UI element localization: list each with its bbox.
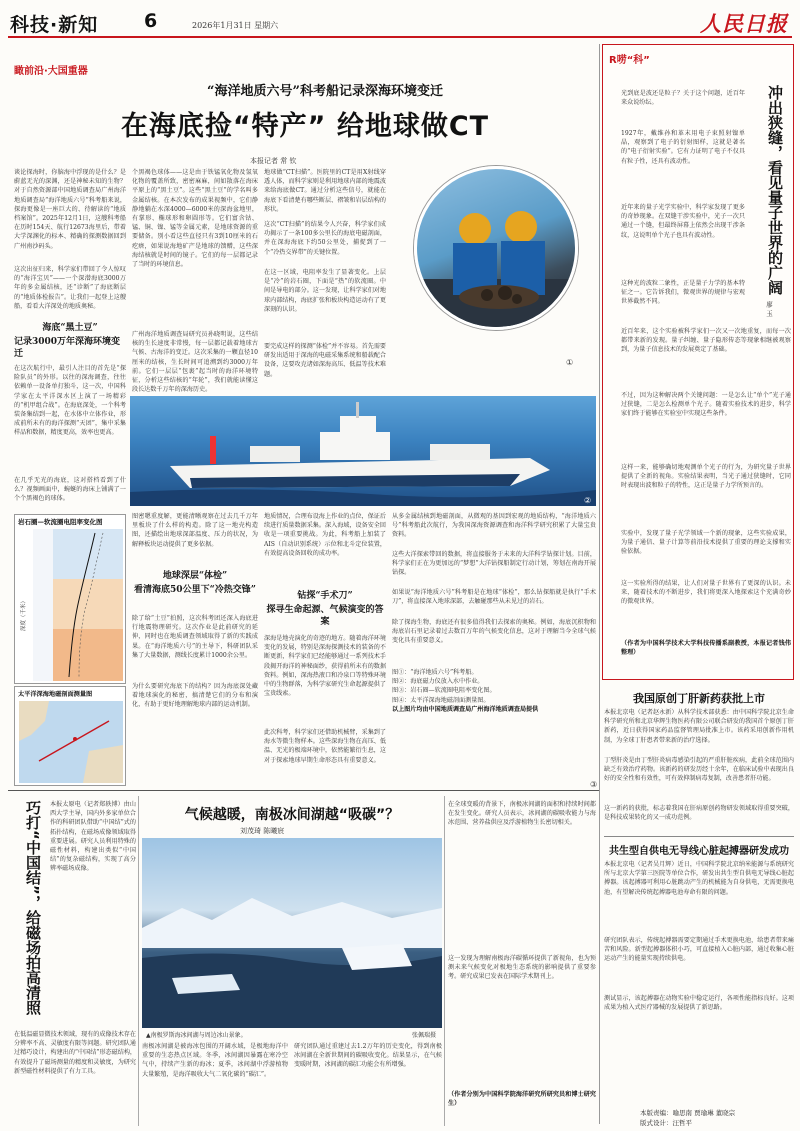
science-p8: 实验中，发现了量子光学领域一个新的现象，这些实验成果，为量子通信、量子计算等前沿技术提供了重要的理论支撑和实验依据。 (621, 530, 791, 556)
lead-kicker: “海洋地质六号”科考船记录深海环境变迁 (207, 84, 443, 99)
science-p1: 光到底是波还是粒子？关于这个问题，近百年来众说纷纭。 (621, 90, 745, 107)
section-title: 科技·新知 (10, 14, 99, 36)
subhead-3000-years: 记录3000万年深海环境变迁 (14, 337, 121, 359)
science-p5: 近百年来，这个实验被科学家们一次又一次地重复，而每一次都带来新的发现。量子纠缠、量子隐形传态等现象相继被观察到，为量子信息技术的发展奠定了基础。 (621, 328, 791, 354)
science-signature: （作者为中国科学技术大学科技传播系副教授，本报记者钱伟整理） (621, 640, 791, 657)
science-column-tag: R唠“科” (609, 55, 650, 66)
resistivity-chart-panel (14, 514, 126, 684)
caption-2: 图②：海底磁力仪放入水中作业。 (392, 678, 484, 686)
antarctic-col1: 南极冰间湖是被海冰包围的开阔水域，是极地海洋中重要的生态热点区域。冬季，冰间湖因暴露在寒冷空气中，持续产生新的海冰；夏季，冰间湖中浮游植物大量繁殖，是海洋吸收大气二氧化碳的“碳汇”。 (142, 1043, 288, 1078)
subhead-black-potato: 海底“黑土豆” (42, 323, 98, 333)
antarctic-col3: 在全球变暖的背景下，南极冰间湖的面积和持续时间都在发生变化。研究人员表示，冰间湖的碳吸收能力与海冰范围、营养盐供应及浮游植物生长密切相关。 (448, 801, 596, 827)
science-column-title: 冲出狭缝，看见量子世界的广阔 (766, 85, 784, 295)
brief1-headline: 我国原创丁肝新药获批上市 (633, 692, 765, 705)
lead-col2-para2: 广州海洋地质调查局研究员孙晓明说，这些结核的生长速度非常慢，每一层都记载着地球古气候、古海洋的变迁。这次采集的一颗直径10厘米的结核，生长时间可追溯到约3000万年前。它们一层层“包裹”起当时的海洋环境特征，分析这些结核的“年轮”，我们就能读懂这段长达数千万年的深海历史。 (132, 331, 258, 394)
mid-left-para2: 除了给“土豆”拍照，这次科考团还深入海底进行地震物理研究。这次作业是此前研究的延伸，同时也在地质调查领域取得了新的实践成果。在“海洋地质六号”的主导下，科研团队采集了大量数据，测线长度累计1000余公里。 (132, 615, 258, 659)
science-p2: 1927年，戴维孙和革末用电子束照射镍单晶，观察到了电子的衍射图样，这就是著名的“电子衍射实验”。它有力证明了电子不仅具有粒子性，还具有波动性。 (621, 130, 745, 165)
photo-number-1: ① (566, 358, 574, 367)
photo-number-2: ② (584, 496, 592, 505)
photo-number-3: ③ (590, 780, 598, 789)
mid-right-para4: 除了探海生物，海底还有很多值得我们去探索的奥秘。例如，海底沉积物和海底岩石里记录着过去数百万年的气候变化信息，这对于理解当今全球气候变化具有重要意义。 (392, 619, 596, 645)
mid-center-para3: 此次科考，科学家们还借助机械臂，采集到了海水等微生物样本。这些深海生物在高压、低温、无光的极端环境中，依然能繁衍生息，这对于探索地球早期生命形态具有重要意义。 (264, 729, 386, 764)
antarctic-photo-credit: 张佩瑞摄 (412, 1032, 437, 1039)
brief1-para2: 丁型肝炎是由丁型肝炎病毒感染引起的严重肝脏疾病，此前全球范围内缺乏有效治疗药物。该新药的研发历经十余年，在临床试验中表现出良好的安全性和有效性，可有效抑制病毒复制，改善患者肝功能。 (604, 757, 794, 783)
mid-center-para1: 地质情况，合理布设海上作业的点位，保证后续进行质量数据采集。深入海域，设备安全回收是一项重要挑战。为此，科考船上加装了AIS（自动识别系统）示位和北斗定位装置，有效提高设备回收的成功率。 (264, 513, 386, 557)
masthead (8, 8, 792, 38)
science-p7: 这样一来，能够确切地观测单个光子的行为，为研究量子世界提供了全新的视角。实验结果表明，当光子通过狭缝时，它同时表现出波和粒子的特性，这正是量子力学所预言的。 (621, 464, 791, 490)
mid-center-para2: 深海是地壳演化的奇迹的地方。随着海洋环境变化的发展，特别是深海探测技术的装备的不断更新，科学家们已经能够通过一系列技术手段揭开海洋的神秘面纱，获得前所未有的数据资料。例如，深海热液口和冷泉口等特殊环境中的生物群落，为科学家研究生命起源提供了宝贵线索。 (264, 635, 386, 698)
subhead-scalpel: 钻探“手术刀” (297, 591, 353, 601)
brief-divider (604, 836, 794, 837)
caption-3: 图③：岩石圈—软流圈电阻率变化图。 (392, 687, 496, 695)
science-column-author: 廖 玉 (765, 301, 773, 317)
science-p6: 不过，因为这种解决两个关键问题：一是怎么让“单个”光子通过狭缝，二是怎么检测单个光子。随着实验技术的进步，科学家们终于能够在实验室中实现这些条件。 (621, 392, 791, 418)
science-p4: 这种光的波粒二象性，正是量子力学的基本特征之一。它告诉我们，微观世界的规律与宏观世界截然不同。 (621, 280, 745, 306)
antarctic-illustration (142, 838, 442, 1028)
photo-captions (392, 668, 596, 714)
antarctic-headline: 气候越暖，南极冰间湖越“吸碳”？ (184, 807, 400, 823)
resistivity-chart-title: 岩石圈—软流圈电阻率变化图 (18, 518, 103, 526)
lead-col1-para2: 这次出征归来，科学家们带回了令人惊叹的“海洋宝贝”——一个深潜海底3000万年的多金属结核，还“诊断”了海底断层的“地质体检报告”。让我们一起登上这艘船，看看大洋深处的地质奥秘。 (14, 266, 126, 310)
mid-right-para1: 从多金属结核到地磁剖面，从微观的基因到宏观的地质结构，“海洋地质六号”科考船此次航行，为我国深海资源调查和海洋科学研究积累了大量宝贵资料。 (392, 513, 596, 539)
brief1-para1: 本报北京电（记者赵永新）从科学技术部获悉：由中国科学院北京生命科学研究所和北京华辉生物医药有限公司联合研发的我国首个原创丁肝新药，近日获得国家药品监督管理局批准上市。该药采用创新作用机制，为全球丁肝患者带来新的治疗选择。 (604, 709, 794, 744)
subhead-origin-of-life: 探寻生命起源、气候演变的答案 (266, 605, 384, 627)
bottom-section-rule (8, 790, 600, 791)
antarctic-photo-caption: ▲南极罗斯海冰间湖与周边冰山景象。 (146, 1032, 247, 1039)
geomagnetic-map (19, 701, 123, 783)
page-number: 6 (144, 10, 158, 32)
photo-antarctic (142, 838, 442, 1028)
ship-illustration (130, 396, 596, 506)
lead-col2-para1: 个黑褐色球体——这是由于铁锰氧化物及氢氧化物的覆盖所致，密密麻麻，间如散落在海床平原上的“黑土豆”。这些“黑土豆”的学名叫多金属结核。在本次发布的成果视频中，它们静静地躺在水深4000—6000米的深海盆地里，有掌形、椭球形和卵圆形等。它们富含钴、锰、铜、镍、锰等金属元素，是地球资源的重要储备。别小看这些直径只有3到10厘米的石疙瘩，如果说海地矿产是地球的馈赠，这些深海结核就是时间的镜子。它们的每一层都记录了当时的环境信息。 (132, 169, 258, 269)
column-tag (14, 62, 88, 77)
subhead-deep-checkup: 地球深层“体检” (162, 571, 228, 581)
caption-1: 图①：“海洋地质六号”科考船。 (392, 669, 478, 676)
mid-right-para2: 这些大洋探索带回的数据，将直接服务于未来的大洋科学钻探计划。目前，科学家们正在为更加远的“梦想”大洋钻探船制定行动计划，筹划在南海开展钻探。 (392, 551, 596, 577)
antarctic-col4: 这一发现为理解南极海洋碳循环提供了新视角，也为预测未来气候变化对极地生态系统的影响提供了重要参考。研究成果已发表在国际学术期刊上。 (448, 955, 596, 981)
science-p3: 近年来的量子光学实验中，科学家发现了更多的奇妙现象。在双缝干涉实验中，光子一次只通过一个缝，但最终屏幕上依然会出现干涉条纹，这说明单个光子也具有波动性。 (621, 204, 745, 239)
caption-4: 图④：太平洋深海地磁剖面测量图。 (392, 696, 490, 704)
mid-right-para3: 如果说“海洋地质六号”科考船是在地球“体检”，那么钻探船就是执行“手术刀”，将直接深入地球深部，去触碰那些从未见过的岩石。 (392, 589, 596, 606)
mid-left-para1: 图密嗯重度解，更能清晰观察在过去几千万年里板块了什么样的构造。除了这一地壳构造图，还描绘出地球深部温度、压力的状况，为解释板块运动提供了更多依据。 (132, 513, 258, 548)
editors-line: 本版责编：喻思南 贾瑜琳 董晓宗 (640, 1109, 736, 1117)
science-p9: 这一实验所得的结果，让人们对量子世界有了更深的认识。未来，随着技术的不断进步，我们将更深入地探索这个充满奇妙的微观世界。 (621, 580, 791, 606)
column-tag-text: 瞰前沿·大国重器 (14, 66, 88, 77)
lead-headline: 在海底捡“特产” 给地球做CT (120, 111, 490, 142)
lead-col3-para1: 地球做“CT扫描”。医院里的CT是用X射线穿透人体，而科学家则是利用地球内部的地震波来给海底做CT。通过分析这些信号，就能在海底下看清楚有哪些断层、褶皱和岩层结构的形状。 (264, 169, 386, 213)
resistivity-chart-ylabel: 深度（千米） (21, 597, 27, 631)
brief2-para2: 研究团队表示，传统起搏器需要定期通过手术更换电池，给患者带来痛苦和风险。新型起搏器体积小巧，可直接植入心脏内部，通过收集心脏运动产生的能量实现持续供电。 (604, 937, 794, 963)
lead-col1-para3: 在这次航行中，最引人注目的首先是“探险队员”的外形。以往的深海调查，往往依赖单一设备单打独斗，这一次，中国科学家在太平洋深水区上演了一场精彩的“机甲组合战”。在海底深处，一个科考装备集结到一起，在水体中立体作业，形成前所未有的海洋探测“天团”，集中采集样品和数据，精度更高，效率也更高。 (14, 365, 126, 437)
china-knot-para2: 在低温磁显微技术领域，现有的成像技术存在分辨率不高、灵敏度有限等问题。研究团队通过精巧设计，构建出的“中国结”形态磁结构，有效提升了磁场测量的精度和灵敏度，为研究新型磁性材料提供了有力工具。 (14, 1031, 136, 1075)
column-rule-1 (138, 796, 139, 1126)
crew-illustration (417, 169, 578, 330)
subhead-50km: 看清海底50公里下“冷热交锋” (134, 585, 256, 595)
paper-logo: 人民日报 (700, 11, 788, 36)
caption-credit: 以上图片均由中国地质调查局广州海洋地质调查局提供 (392, 705, 539, 713)
geomagnetic-map-title: 太平洋深海地磁剖面测量图 (18, 691, 93, 698)
brief2-para1: 本报北京电（记者吴月辉）近日，中国科学院北京纳米能源与系统研究所与北京大学第三医院等单位合作，研发出共生型自供电无导线心脏起搏器。该起搏器可利用心脏跳动产生的机械能为自身供电，无需更换电池，有望解决传统起搏器电池寿命有限的问题。 (604, 861, 794, 896)
issue-date: 2026年1月31日 星期六 (192, 21, 279, 30)
geomagnetic-map-panel (14, 686, 126, 786)
china-knot-para1: 本报太原电（记者郑轶博）由山西大学主导，国内外多家单位合作的科研团队借助“中国结”式的拓扑结构，在磁场成像领域取得重要进展。研究人员利用特殊的磁性材料，构建出类似“中国结”的复杂磁结构，实现了高分辨率磁场成像。 (50, 801, 136, 873)
brief1-para3: 这一新药的获批，标志着我国在肝病原创药物研发领域取得重要突破，是科技成果转化的又一成功范例。 (604, 805, 794, 822)
resistivity-chart-plot (33, 529, 123, 681)
antarctic-signature: （作者分别为中国科学院海洋研究所研究员和博士研究生） (448, 1091, 596, 1108)
mid-left-para3: 为什么要研究海底下的结构？因为海底深处藏着地球演化的秘密，搞清楚它们的分布和演化，有助于更好地理解地球内部的运动机制。 (132, 683, 258, 709)
lead-col1-para4: 在几乎无光的海底，这对搭档看到了什么？视频画面中，蜿蜒的海床上铺满了一个个黑褐色的球体。 (14, 477, 126, 503)
lead-col3-para2: 这次“CT扫描”的结果令人兴奋，科学家们成功揭示了一条100多公里长的海底电磁剖面，并在深海海底下约50公里处，捕捉到了一个“冷热交界带”的关键位置。 (264, 221, 386, 256)
science-column-frame (602, 44, 794, 680)
lead-byline: 本报记者 常 钦 (250, 157, 297, 165)
layout-editor-line: 版式设计：汪哲平 (640, 1119, 692, 1127)
antarctic-col2: 研究团队通过重建过去1.2万年的历史变化，得到南极冰间湖在全新世期间的碳吸收变化。结果显示，在气候变暖时期，冰间湖的碳汇功能会有所增强。 (294, 1043, 442, 1069)
lead-col3-para3: 在这一区域，电阻率发生了显著变化。上层是“冷”的岩石圈，下面是“热”的软流圈。中间是导电的部分。这一发现，让科学家们对地球内部结构，海底扩张和板块构造运动有了更深刻的认识。 (264, 269, 386, 313)
lead-col1-para1: 谈论探海时，你脑海中浮现的是什么？是蔚蓝无光的深渊，还是神秘未知的生物？对于自然资源部中国地质调查局广州海洋地质调查局“海洋地质六号”科考船来说，探海更像是一座巨大的、待解读的“地质档案馆”。2025年12月1日，这艘科考船在历时154天、航行12673海里后，带着大学深渊化的标本、精确的探测数据回到广州南沙码头。 (14, 169, 126, 250)
lead-col3-para4: 要完成这样的探测“体检”并不容易。首先需要研发出适用于深海的电磁采集系统和船载配合设备，这要攻克诸如深海高压、低温等技术难题。 (264, 343, 386, 378)
china-knot-headline: 巧打“中国结”，给磁场拍高清照 (24, 800, 42, 1015)
column-rule-2 (444, 796, 445, 1126)
photo-research-ship (130, 396, 596, 506)
column-rule-3 (599, 44, 600, 1124)
antarctic-byline: 刘茂琦 陈曦宸 (240, 827, 285, 835)
photo-crew-circle (414, 166, 578, 330)
brief2-headline: 共生型自供电无导线心脏起搏器研发成功 (609, 846, 789, 857)
brief2-para3: 测试显示，该起搏器在动物实验中稳定运行，各项性能指标良好。这项成果为植入式医疗器械的发展提供了新思路。 (604, 995, 794, 1012)
